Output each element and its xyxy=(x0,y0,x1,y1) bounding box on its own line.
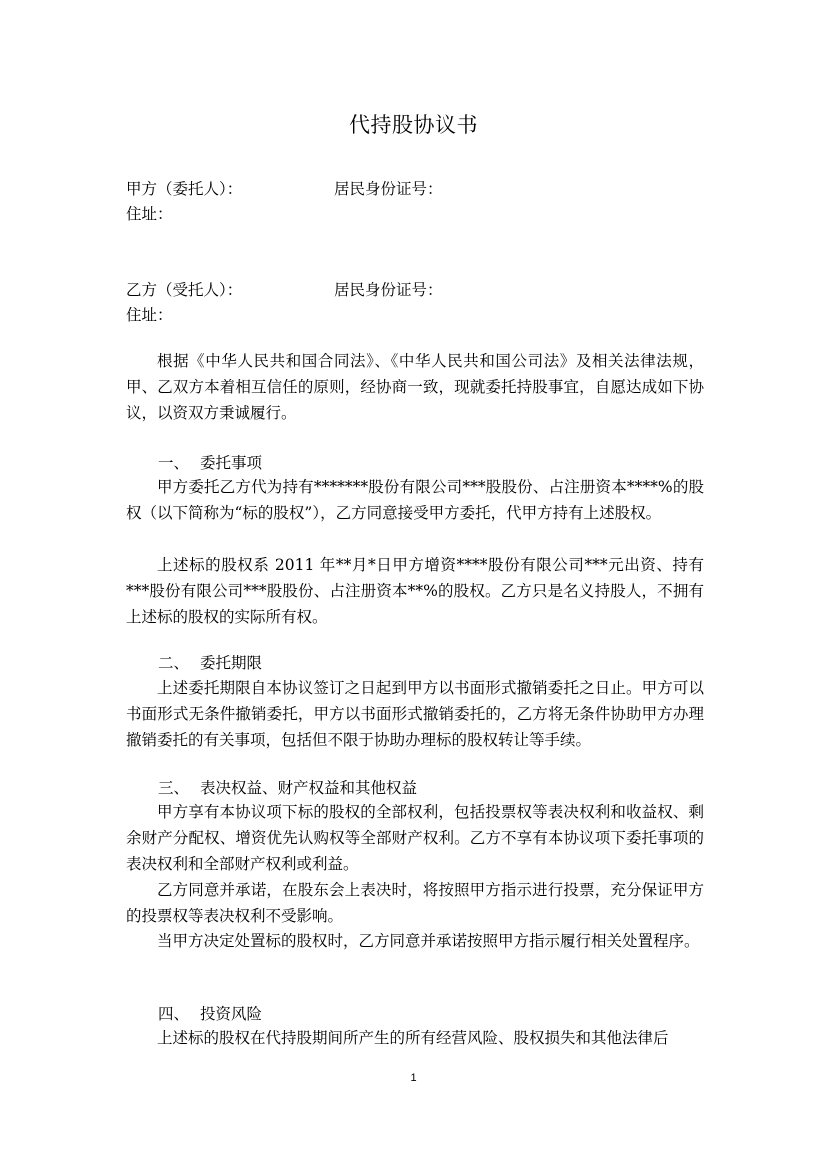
section-number: 一、 xyxy=(158,454,190,472)
section-3-heading xyxy=(158,777,417,799)
section-title: 表决权益、财产权益和其他权益 xyxy=(200,779,418,797)
section-3-paragraph-3: 当甲方决定处置标的股权时，乙方同意并承诺按照甲方指示履行相关处置程序。 xyxy=(157,932,700,950)
section-title: 投资风险 xyxy=(200,1005,263,1023)
section-4-paragraph-1: 上述标的股权在代持股期间所产生的所有经营风险、股权损失和其他法律后 xyxy=(157,1029,669,1047)
section-4-heading xyxy=(158,1003,262,1025)
section-1-heading xyxy=(158,452,262,474)
section-2-paragraph-1: 上述委托期限自本协议签订之日起到甲方以书面形式撤销委托之日止。甲方可以书面形式无条件撤销委托，甲方以书面形式撤销委托的，乙方将无条件协助甲方办理撤销委托的有关事项，包括但不限于协助办理标的股权转让等手续。 xyxy=(126,679,704,749)
party-a-role: 甲方（委托人）： xyxy=(126,180,243,198)
party-b-role: 乙方（受托人）： xyxy=(126,281,243,299)
section-title: 委托事项 xyxy=(200,454,263,472)
section-number: 二、 xyxy=(158,654,190,672)
page-number: 1 xyxy=(410,1072,417,1084)
document-title: 代持股协议书 xyxy=(349,113,478,137)
party-b-address-label: 住址： xyxy=(126,306,173,324)
section-number: 三、 xyxy=(158,779,190,797)
section-3-paragraph-1: 甲方享有本协议项下标的股权的全部权利，包括投票权等表决权利和收益权、剩余财产分配权、增资优先认购权等全部财产权利。乙方不享有本协议项下委托事项的表决权利和全部财产权利或利益。 xyxy=(126,803,704,873)
party-a-id-label: 居民身份证号： xyxy=(334,180,443,198)
section-number: 四、 xyxy=(158,1005,190,1023)
section-1-paragraph-1: 甲方委托乙方代为持有*******股份有限公司***股股份、占注册资本****%的股权（以下简称为“标的股权”），乙方同意接受甲方委托，代甲方持有上述股权。 xyxy=(126,478,704,522)
section-3-paragraph-2: 乙方同意并承诺，在股东会上表决时，将按照甲方指示进行投票，充分保证甲方的投票权等表决权利不受影响。 xyxy=(126,881,704,925)
party-b-id-label: 居民身份证号： xyxy=(334,281,443,299)
preamble-paragraph: 根据《中华人民共和国合同法》、《中华人民共和国公司法》及相关法律法规，甲、乙双方本着相互信任的原则，经协商一致，现就委托持股事宜，自愿达成如下协议，以资双方秉诚履行。 xyxy=(126,352,704,422)
section-title: 委托期限 xyxy=(200,654,263,672)
party-a-address-label: 住址： xyxy=(126,205,173,223)
section-1-paragraph-2: 上述标的股权系 2011 年**月*日甲方增资****股份有限公司***元出资、持有***股份有限公司***股股份、占注册资本**%的股权。乙方只是名义持股人，不拥有上述标的股权的实际所有权。 xyxy=(126,556,704,626)
section-2-heading xyxy=(158,652,262,674)
